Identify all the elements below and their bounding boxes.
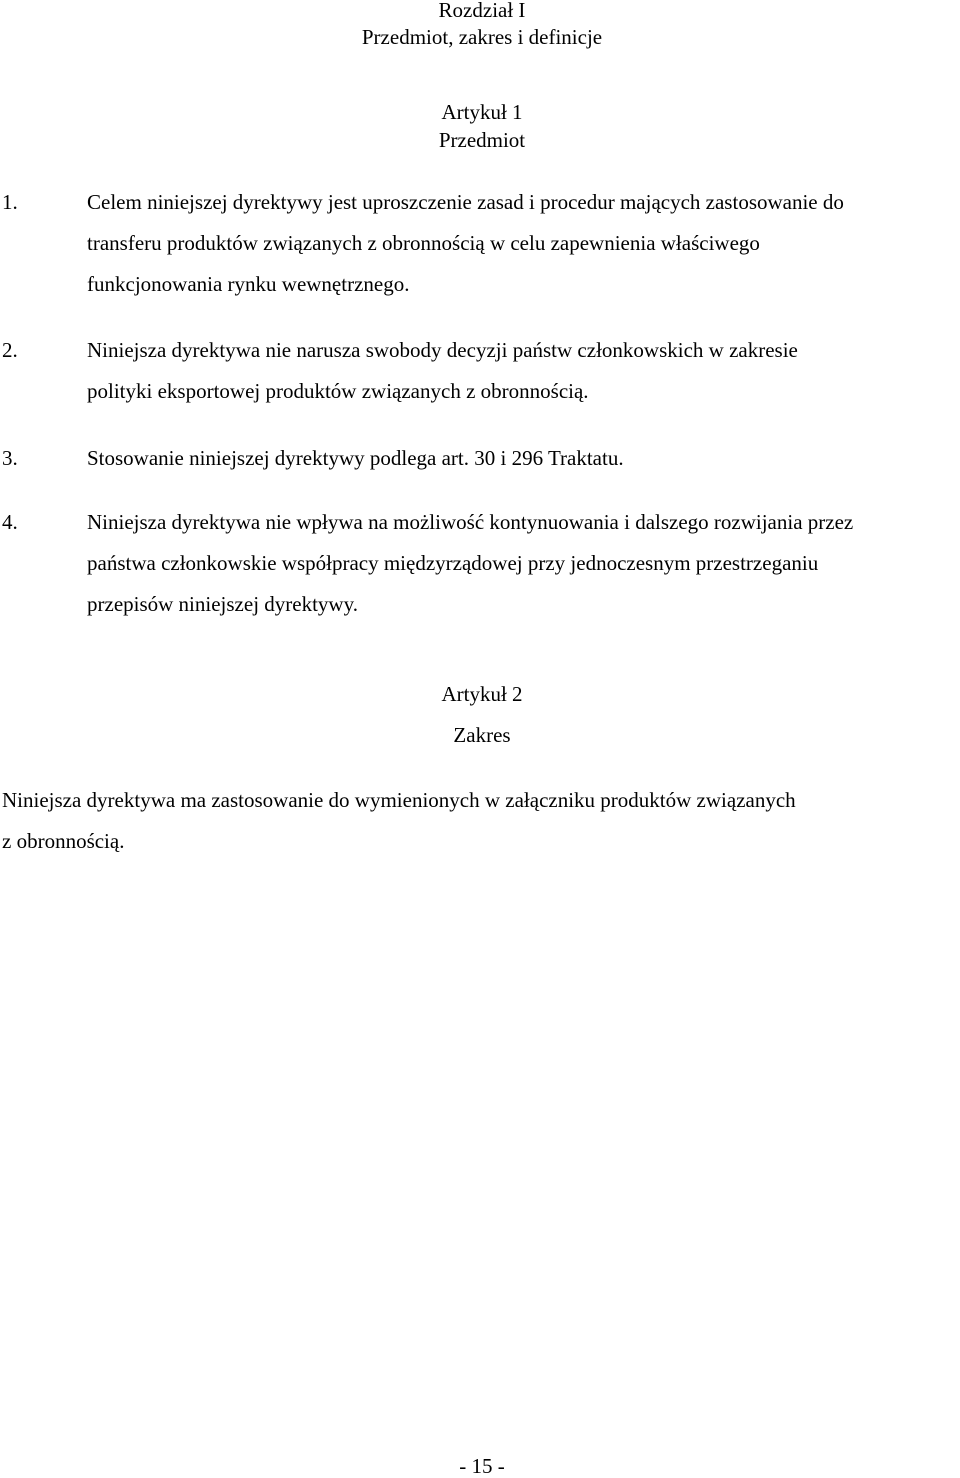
paragraph-line: Niniejsza dyrektywa ma zastosowanie do wymienionych w załączniku produktów związanych: [2, 788, 796, 812]
paragraph-line: Stosowanie niniejszej dyrektywy podlega art. 30 i 296 Traktatu.: [87, 446, 624, 470]
paragraph-line: Niniejsza dyrektywa nie narusza swobody decyzji państw członkowskich w zakresie: [87, 338, 798, 362]
article-2-title: Zakres: [453, 723, 511, 747]
paragraph-number: 1.: [2, 190, 18, 214]
paragraph-text: [87, 502, 960, 625]
paragraph-line: przepisów niniejszej dyrektywy.: [87, 592, 358, 616]
page-number: - 15 -: [459, 1454, 505, 1478]
article-1-title: Przedmiot: [438, 128, 526, 152]
chapter-label: Rozdział I: [438, 0, 526, 22]
paragraph-text: [87, 438, 960, 479]
paragraph-number: 3.: [2, 446, 18, 470]
chapter-title: Przedmiot, zakres i definicje: [361, 25, 603, 49]
paragraph-line: państwa członkowskie współpracy międzyrządowej przy jednoczesnym przestrzeganiu: [87, 551, 819, 575]
paragraph-line: transferu produktów związanych z obronnością w celu zapewnienia właściwego: [87, 231, 760, 255]
article-2-label: Artykuł 2: [441, 682, 523, 706]
paragraph-text: [87, 182, 960, 305]
paragraph-line: z obronnością.: [2, 829, 125, 853]
paragraph-line: Celem niniejszej dyrektywy jest uproszczenie zasad i procedur mających zastosowanie do: [87, 190, 844, 214]
paragraph-line: funkcjonowania rynku wewnętrznego.: [87, 272, 410, 296]
paragraph-text: [87, 330, 960, 412]
paragraph-line: polityki eksportowej produktów związanych z obronnością.: [87, 379, 589, 403]
article-2-text: [2, 780, 942, 862]
paragraph-number: 2.: [2, 338, 18, 362]
paragraph-line: Niniejsza dyrektywa nie wpływa na możliwość kontynuowania i dalszego rozwijania przez: [87, 510, 854, 534]
paragraph-number: 4.: [2, 510, 18, 534]
article-1-label: Artykuł 1: [441, 100, 523, 124]
